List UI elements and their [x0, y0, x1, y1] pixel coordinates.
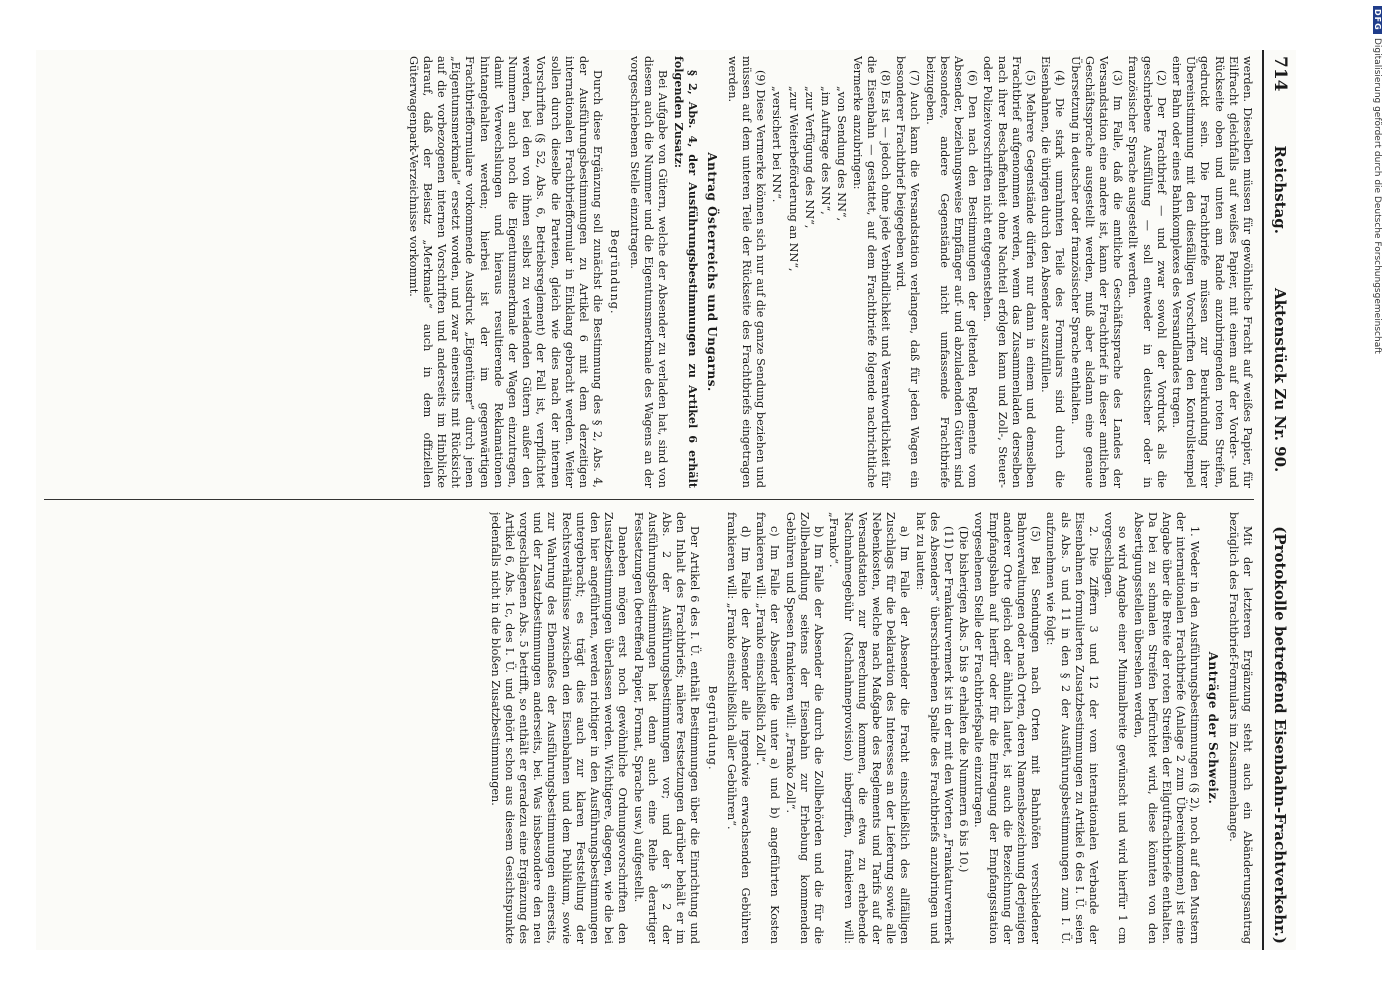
dfg-logo: DFG: [1373, 6, 1382, 34]
paragraph: (Die bisherigen Abs. 5 bis 9 erhalten die Nummern 6 bis 10.): [957, 526, 971, 873]
digitization-credit: Digitalisierung gefördert durch die Deutsche Forschungsgemeinschaft: [1372, 37, 1382, 354]
paragraph: b) Im Falle der Absender die durch die Zollbehörden und die für die Zollbehandlung seitens der Eisenbahn zur Erhebung kommenden Gebühren und Spesen frankieren will: „Franko Zoll“.: [783, 512, 826, 944]
paragraph: Mit der letzteren Ergänzung steht auch ein Abänderungsantrag bezüglich des Frachtbrief-Formulars im Zusammenhange.: [1226, 512, 1254, 944]
paragraph: werden. Dieselben müssen für gewöhnliche Fracht auf weißes Papier, für Eilfracht gleichfalls auf weißes Papier, mit einem auf der Vorder- und Rückseite oben und unten am Rande anzubringenden roten Streifen, gedruckt sein. Die Frachtbriefe müssen zur Beurkundung ihrer Übereinstimmung mit den diesfälligen Vorschriften den Kontrollstempel einer Bahn oder eines Bahnkomplexes des Versandlandes tragen.: [1169, 56, 1254, 488]
section-heading: Anträge der Schweiz.: [1205, 651, 1220, 805]
left-column: [44, 56, 1254, 488]
paragraph: Der Artikel 6 des I. Ü. enthält Bestimmungen über die Einrichtung und den Inhalt des Frachtbriefs; nähere Festsetzungen darüber behält er im Abs. 2 der Ausführungsbestimmungen vor; und der § 2 der Ausführungsbestimmungen hat denn auch eine Reihe derartiger Festsetzungen (betreffend Papier, Format, Sprache usw.) aufgestellt.: [631, 512, 702, 944]
paragraph: (3) Im Falle, daß die amtliche Geschäftssprache des Landes der Versandstation eine andere ist, kann der Frachtbrief in dieser amtlichen Geschäftssprache ausgestellt werden, muß aber alsdann eine genaue Übersetzung in deutscher oder französischer Sprache enthalten.: [1068, 56, 1125, 488]
quoted-note: „versichert bei NN“.: [770, 86, 784, 203]
page-header: [1262, 50, 1296, 950]
paragraph: Bei Aufgabe von Gütern, welche der Absender zu verladen hat, sind von diesem auch die Nummer und die Eigentumsmerkmale des Wagens an der vorgeschriebenen Stelle einzutragen.: [627, 56, 670, 488]
header-center-title: Aktenstück Zu Nr. 90.: [1271, 287, 1289, 473]
paragraph: a) Im Falle der Absender die Fracht einschließlich des allfälligen Zuschlags für die Deklaration des Interesses an der Lieferung sowie alle Nebenkosten, welche nach Maßgabe des Reglements und Tarifs auf der Versandstation zur Berechnung kommen, die etwa zu erhebende Nachnahmegebühr (Nachnahmeprovision) inbegriffen, frankieren will: „Franko“.: [827, 512, 912, 944]
paragraph: (5) Mehrere Gegenstände dürfen nur dann in einem und demselben Frachtbrief aufgenommen werden, wenn das Zusammenladen derselben nach ihrer Beschaffenheit ohne Nachteil erfolgen kann und Zoll-, Steuer- oder Polizeivorschriften nicht entgegenstehen.: [981, 56, 1037, 488]
paragraph: Durch diese Ergänzung soll zunächst die Bestimmung des § 2, Abs. 4, der Ausführungsbestimmungen zu Artikel 6 mit dem derzeitigen internationalen Frachtbriefformular in Einklang gebracht werden. Weiter sollen durch dieselbe die Parteien, gleich wie dies nach der internen Vorschriften (§ 52, Abs. 6, Betriebsreglement) der Fall ist, verpflichtet werden, bei den von ihnen selbst zu verladenden Gütern außer den Nummern auch noch die Eigentumsmerkmale der Wagen einzutragen, damit Verwechslungen und hieraus resultierende Reklamationen hintangehalten werden; hierbei ist der im gegenwärtigen Frachtbriefformulare vorkommende Ausdruck „Eigentümer“ durch jenen „Eigentumsmerkmale“ ersetzt worden, und zwar einerseits mit Rücksicht auf die vorbezogenen internen Vorschriften und anderseits im Hinblicke darauf, daß der Beisatz „Merkmale“ auch in dem offiziellen Güterwagenpark-Verzeichnisse vorkommt.: [406, 56, 605, 488]
quoted-note: „im Auftrage des NN“,: [819, 86, 833, 215]
begruendung-heading: Begründung.: [705, 685, 719, 771]
paragraph: Daneben mögen erst noch gewöhnliche Ordnungsvorschriften den Zusatzbestimmungen überlassen werden. Wichtigere, dagegen, wie die bei den hier angeführten, werden richtiger in den Ausführungsbestimmungen untergebracht; es trägt dies auch zur klaren Feststellung der Rechtsverhältnisse zwischen den Eisenbahnen und dem Publikum, sowie zur Wahrung des Ebenmaßes der Ausführungsbestimmungen einerseits, und der Zusatzbestimmungen anderseits, bei. Was insbesondere den neu vorgeschlagenen Abs. 5 betrifft, so enthält er geradezu eine Ergänzung des Artikel 6, Abs. 1c, des I. Ü. und gehört schon aus diesem Gesichtspunkte jedenfalls nicht in die bloßen Zusatzbestimmungen.: [488, 512, 630, 944]
paragraph: (8) Es ist — jedoch ohne jede Verbindlichkeit und Verantwortlichkeit für die Eisenbahn — gestattet, auf dem Frachtbriefe folgende nachrichtliche Vermerke anzubringen:: [850, 56, 892, 488]
quoted-note: „von Sendung des NN“,: [835, 86, 849, 222]
section-subheading: § 2, Abs. 4, der Ausführungsbestimmungen zu Artikel 6 erhält folgenden Zusatz:: [672, 56, 701, 488]
header-right-title: (Protokolle betreffend Eisenbahn-Frachtverkehr.): [1271, 526, 1289, 944]
scanned-page: [36, 50, 1296, 950]
paragraph: (4) Die stark umrahmten Teile des Formulars sind durch die Eisenbahnen, die übrigen durch den Absender auszufüllen.: [1039, 56, 1067, 488]
paragraph: d) Im Falle der Absender alle irgendwie erwachsenden Gebühren frankieren will: „Franko einschließlich aller Gebühren“.: [724, 512, 753, 944]
right-column: [44, 512, 1254, 944]
paragraph: (5) Bei Sendungen nach Orten mit Bahnhöfen verschiedener Bahnverwaltungen oder nach Orten, deren Namensbezeichnung derjenigen anderer Orte gleich oder ähnlich lautet, ist auch die Bezeichnung der Empfangsbahn auf hierfür oder für die Eintragung der Empfangsstation vorgesehenen Stelle der Frachtbriefspalte einzutragen.: [972, 512, 1043, 944]
paragraph: (7) Auch kann die Versandstation verlangen, daß für jeden Wagen ein besonderer Frachtbrief beigegeben wird.: [894, 56, 922, 488]
digitization-stamp: [1367, 6, 1381, 994]
paragraph: (11) Der Frankaturvermerk ist in der mit den Worten „Frankaturvermerk des Absenders“ überschriebenen Spalte des Frachtbriefs anzubringen und hat zu lauten:: [913, 512, 955, 944]
paragraph: c) Im Falle der Absender die unter a) und b) angeführten Kosten frankieren will: „Franko einschließlich Zoll“.: [754, 512, 782, 944]
paragraph: (2) Der Frachtbrief — und zwar sowohl der Vordruck als die geschriebene Ausfüllung — soll entweder in deutscher oder in französischer Sprache ausgestellt werden.: [1126, 56, 1168, 488]
quoted-note: „zur Weiterbeförderung an NN“,: [786, 86, 800, 272]
header-left-title: Reichstag.: [1271, 145, 1289, 235]
paragraph: (6) Den nach den Bestimmungen der geltenden Reglemente vom Absender, beziehungsweise Empfänger auf- und abzuladenden Gütern sind besondere, andere Gegenstände nicht umfassende Frachtbriefe beizugeben.: [923, 56, 980, 488]
paragraph: so wird Angabe einer Minimalbreite gewünscht und wird hierfür 1 cm vorgeschlagen.: [1102, 512, 1130, 944]
column-divider: [44, 499, 1254, 500]
quoted-note: „zur Verfügung des NN“,: [802, 86, 816, 229]
page-number: 714: [1270, 56, 1290, 92]
section-heading: Antrag Österreichs und Ungarns.: [704, 152, 719, 392]
begruendung-heading: Begründung.: [608, 229, 622, 315]
paragraph: 2. Die Ziffern 3 und 12 der vom internationalen Verbande der Eisenbahnen formulierten Zusatzbestimmungen zu Artikel 6 des I. Ü. seien als Abs. 5 und 11 in den § 2 der Ausführungsbestimmungen zum I. Ü. aufzunehmen wie folgt:: [1044, 512, 1100, 944]
paragraph: 1. Weder in den Ausführungsbestimmungen (§ 2), noch auf den Mustern der internationalen Frachtbriefe (Anlage 2 zum Übereinkommen) ist eine Angabe über die Breite der roten Streifen der Eilgutfrachtbriefe enthalten. Da bei zu schmalen Streifen befürchtet wird, diese könnten von den Absertigungsstellen übersehen werden,: [1131, 512, 1202, 944]
paragraph: (9) Diese Vermerke können sich nur auf die ganze Sendung beziehen und müssen auf dem unteren Teile der Rückseite des Frachtbriefs eingetragen werden.: [725, 56, 768, 488]
